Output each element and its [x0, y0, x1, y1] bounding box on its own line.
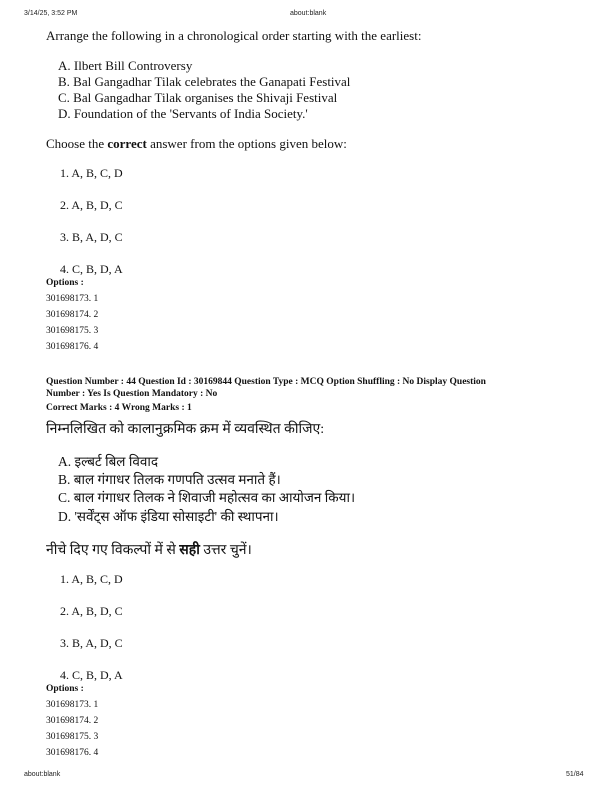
answer-option-4: 4. C, B, D, A: [60, 262, 123, 276]
hindi-option-id-3: 301698175. 3: [46, 732, 99, 742]
answer-option-3: 3. B, A, D, C: [60, 230, 123, 244]
options-label: Options :: [46, 278, 84, 288]
hindi-answer-option-2: 2. A, B, D, C: [60, 604, 123, 618]
hindi-answer-option-1: 1. A, B, C, D: [60, 572, 123, 586]
option-id-2: 301698174. 2: [46, 310, 99, 320]
question-meta-line1: Question Number : 44 Question Id : 30169844 Question Type : MCQ Option Shuffling : No Display Question: [46, 377, 486, 387]
hindi-option-id-2: 301698174. 2: [46, 716, 99, 726]
answer-option-1: 1. A, B, C, D: [60, 166, 123, 180]
option-id-4: 301698176. 4: [46, 342, 99, 352]
question-item-a: A. Ilbert Bill Controversy: [58, 58, 193, 73]
hindi-option-id-1: 301698173. 1: [46, 700, 99, 710]
print-datetime: 3/14/25, 3:52 PM: [24, 10, 78, 17]
question-marks: Correct Marks : 4 Wrong Marks : 1: [46, 403, 192, 413]
hindi-answer-option-4: 4. C, B, D, A: [60, 668, 123, 682]
hindi-item-b: B. बाल गंगाधर तिलक गणपति उत्सव मनाते हैं।: [58, 472, 281, 487]
question-item-d: D. Foundation of the 'Servants of India Society.': [58, 106, 308, 121]
choose-instruction: Choose the correct answer from the options given below:: [46, 136, 347, 151]
question-meta-line2: Number : Yes Is Question Mandatory : No: [46, 389, 218, 399]
answer-option-2: 2. A, B, D, C: [60, 198, 123, 212]
print-footer-url: about:blank: [24, 771, 61, 778]
question-prompt: Arrange the following in a chronological order starting with the earliest:: [46, 28, 422, 43]
hindi-choose-instruction: नीचे दिए गए विकल्पों में से सही उत्तर चुनें।: [46, 543, 252, 558]
hindi-option-id-4: 301698176. 4: [46, 748, 99, 758]
hindi-item-d: D. 'सर्वेंट्स ऑफ इंडिया सोसाइटी' की स्थापना।: [58, 509, 279, 524]
print-title: about:blank: [290, 10, 327, 17]
hindi-options-label: Options :: [46, 684, 84, 694]
question-item-c: C. Bal Gangadhar Tilak organises the Shivaji Festival: [58, 90, 338, 105]
option-id-3: 301698175. 3: [46, 326, 99, 336]
hindi-question-prompt: निम्नलिखित को कालानुक्रमिक क्रम में व्यवस्थित कीजिए:: [46, 422, 325, 437]
question-item-b: B. Bal Gangadhar Tilak celebrates the Ganapati Festival: [58, 74, 351, 89]
hindi-item-c: C. बाल गंगाधर तिलक ने शिवाजी महोत्सव का आयोजन किया।: [58, 490, 356, 505]
hindi-answer-option-3: 3. B, A, D, C: [60, 636, 123, 650]
option-id-1: 301698173. 1: [46, 294, 99, 304]
print-page-number: 51/84: [566, 771, 584, 778]
hindi-item-a: A. इल्बर्ट बिल विवाद: [58, 454, 159, 469]
